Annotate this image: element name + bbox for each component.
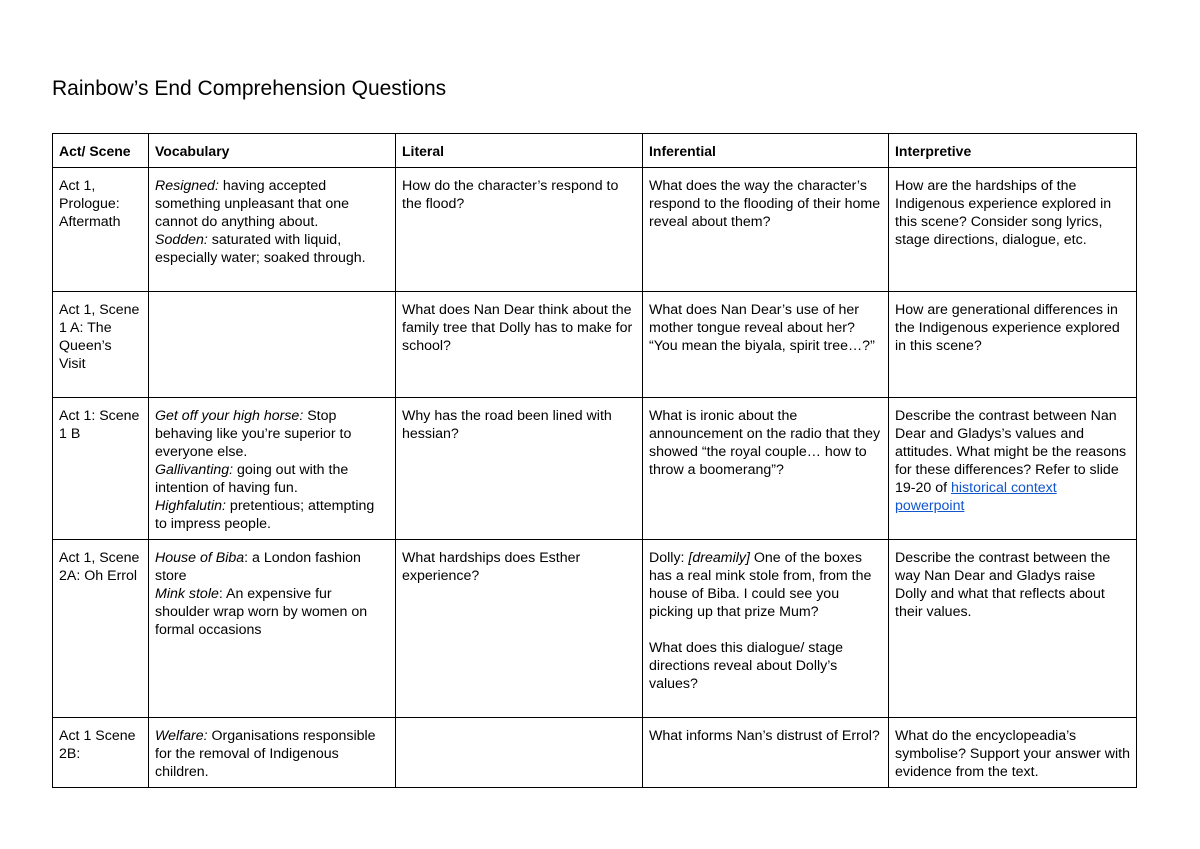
header-literal: Literal: [396, 134, 643, 168]
inferential-cell: What informs Nan’s distrust of Errol?: [643, 718, 889, 788]
dialogue-speaker: Dolly:: [649, 550, 689, 566]
table-row: [53, 398, 1137, 540]
page-title: Rainbow’s End Comprehension Questions: [52, 77, 447, 100]
table-row: [53, 168, 1137, 292]
dialogue-quote: One of the boxes has a real mink stole from, from the house of Biba. I could see you picking up that prize Mum?: [649, 550, 872, 620]
vocabulary-cell: [149, 718, 396, 788]
vocab-definition: : An expensive fur shoulder wrap worn by women on formal occasions: [155, 586, 368, 638]
inferential-cell: [643, 540, 889, 718]
table-row: [53, 540, 1137, 718]
vocab-definition: : a London fashion store: [155, 550, 361, 584]
inferential-question: What does this dialogue/ stage directions reveal about Dolly’s values?: [649, 640, 844, 692]
interpretive-cell: How are the hardships of the Indigenous experience explored in this scene? Consider song lyrics, stage directions, dialogue, etc.: [889, 168, 1137, 292]
vocabulary-cell: [149, 540, 396, 718]
header-interpretive: Interpretive: [889, 134, 1137, 168]
header-act-scene: Act/ Scene: [53, 134, 149, 168]
vocab-definition: pretentious; attempting to impress people.: [155, 498, 375, 532]
interpretive-cell: Describe the contrast between the way Nan Dear and Gladys raise Dolly and what that reflects about their values.: [889, 540, 1137, 718]
vocab-term: Mink stole: [155, 586, 219, 602]
inferential-cell: What is ironic about the announcement on the radio that they showed “the royal couple… how to throw a boomerang”?: [643, 398, 889, 540]
vocab-term: Resigned:: [155, 178, 219, 194]
table-row: [53, 718, 1137, 788]
literal-cell: Why has the road been lined with hessian?: [396, 398, 643, 540]
vocabulary-cell: [149, 292, 396, 398]
vocab-term: Highfalutin:: [155, 498, 226, 514]
interpretive-text: Describe the contrast between Nan Dear and Gladys’s values and attitudes. What might be the reasons for these differences? Refer to slide 19-20 of: [895, 408, 1127, 496]
header-inferential: Inferential: [643, 134, 889, 168]
vocabulary-cell: [149, 398, 396, 540]
vocab-definition: saturated with liquid, especially water; soaked through.: [155, 232, 366, 266]
vocab-definition: going out with the intention of having fun.: [155, 462, 349, 496]
literal-cell: What does Nan Dear think about the family tree that Dolly has to make for school?: [396, 292, 643, 398]
literal-cell: How do the character’s respond to the flood?: [396, 168, 643, 292]
vocab-term: House of Biba: [155, 550, 245, 566]
vocab-term: Welfare:: [155, 728, 208, 744]
table-row: [53, 292, 1137, 398]
scene-cell: Act 1: Scene 1 B: [53, 398, 149, 540]
inferential-cell: What does the way the character’s respond to the flooding of their home reveal about them?: [643, 168, 889, 292]
vocab-definition: Stop behaving like you’re superior to everyone else.: [155, 408, 352, 460]
vocab-definition: Organisations responsible for the removal of Indigenous children.: [155, 728, 376, 780]
scene-cell: Act 1, Prologue: Aftermath: [53, 168, 149, 292]
historical-context-link[interactable]: historical context powerpoint: [895, 480, 1057, 514]
stage-direction: [dreamily]: [688, 550, 750, 566]
literal-cell: What hardships does Esther experience?: [396, 540, 643, 718]
scene-cell: Act 1 Scene 2B:: [53, 718, 149, 788]
vocab-definition: having accepted something unpleasant that one cannot do anything about.: [155, 178, 350, 230]
header-vocabulary: Vocabulary: [149, 134, 396, 168]
vocab-term: Sodden:: [155, 232, 208, 248]
literal-cell: [396, 718, 643, 788]
interpretive-cell: What do the encyclopeadia’s symbolise? Support your answer with evidence from the text.: [889, 718, 1137, 788]
vocabulary-cell: [149, 168, 396, 292]
interpretive-cell: [889, 398, 1137, 540]
vocab-term: Gallivanting:: [155, 462, 234, 478]
scene-cell: Act 1, Scene 2A: Oh Errol: [53, 540, 149, 718]
scene-cell: Act 1, Scene 1 A: The Queen’s Visit: [53, 292, 149, 398]
comprehension-table: [52, 133, 1137, 788]
inferential-cell: What does Nan Dear’s use of her mother tongue reveal about her? “You mean the biyala, spirit tree…?”: [643, 292, 889, 398]
header-row: [53, 134, 1137, 168]
interpretive-cell: How are generational differences in the Indigenous experience explored in this scene?: [889, 292, 1137, 398]
vocab-term: Get off your high horse:: [155, 408, 304, 424]
